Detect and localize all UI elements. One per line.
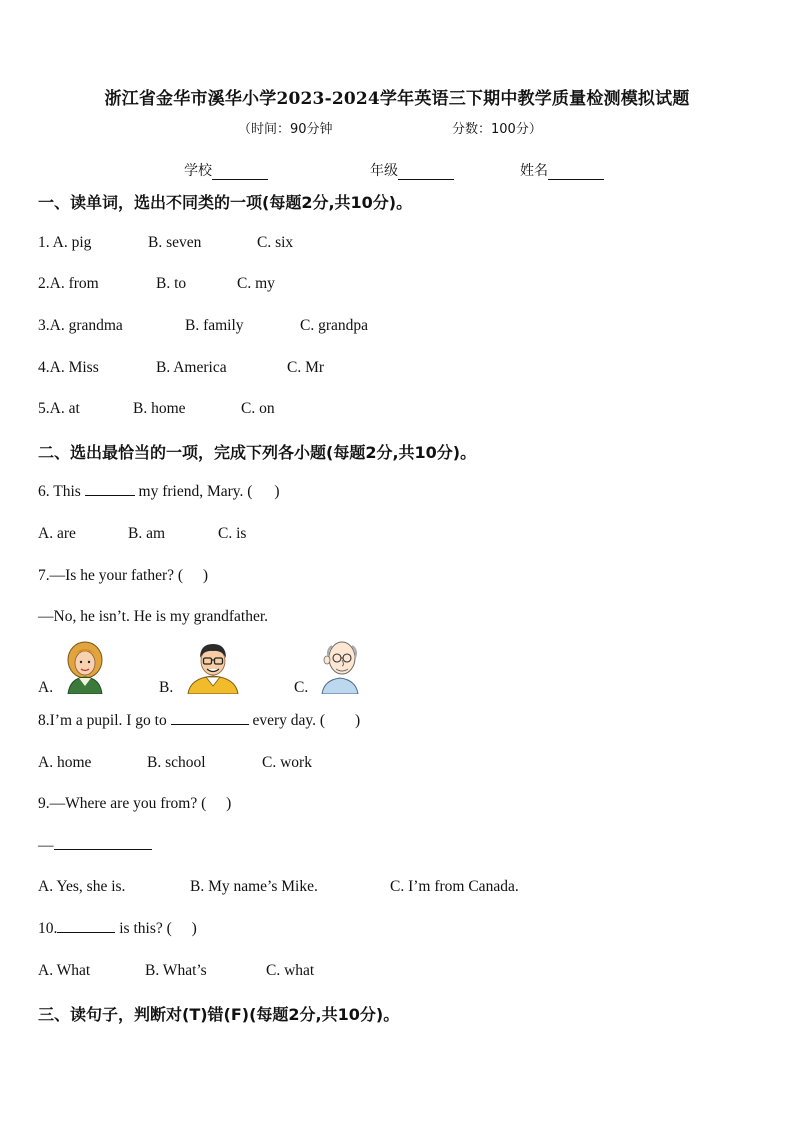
- q8-text-pre: 8.I’m a pupil. I go to: [38, 712, 167, 729]
- q9-option-c: C. I’m from Canada.: [390, 878, 519, 895]
- q6-text-pre: 6. This: [38, 483, 81, 500]
- q9-dash: —: [38, 837, 54, 854]
- q8-option-a: A. home: [38, 754, 92, 771]
- q5-option-b: B. home: [133, 400, 186, 417]
- q6-close-paren: ): [274, 483, 280, 500]
- q7-option-c: C.: [294, 679, 309, 696]
- q2-option-c: C. my: [237, 275, 275, 292]
- school-label: 学校: [184, 163, 212, 179]
- question-10: [38, 920, 197, 938]
- question-6: [38, 483, 280, 501]
- question-7-reply: —No, he isn’t. He is my grandfather.: [38, 608, 269, 625]
- name-label: 姓名: [520, 163, 548, 179]
- question-9: [38, 795, 231, 813]
- q5-option-c: C. on: [241, 400, 275, 417]
- q8-text-post: every day. (: [252, 712, 326, 729]
- q2-option-b: B. to: [156, 275, 187, 292]
- school-blank[interactable]: [212, 165, 268, 180]
- q4-option-b: B. America: [156, 359, 227, 376]
- q10-option-a: A. What: [38, 962, 91, 979]
- q10-text-post: is this? (: [119, 920, 172, 937]
- grade-blank[interactable]: [398, 165, 454, 180]
- q1-option-c: C. six: [257, 234, 294, 251]
- q9-line1: 9.—Where are you from? (: [38, 795, 207, 812]
- q9-option-a: A. Yes, she is.: [38, 878, 126, 895]
- q6-option-a: A. are: [38, 525, 76, 542]
- section-2-heading: 二、选出最恰当的一项，完成下列各小题(每题2分,共10分)。: [38, 443, 477, 462]
- q9-close-paren: ): [226, 795, 232, 812]
- q10-close-paren: ): [191, 920, 197, 937]
- q7-option-b: B.: [159, 679, 174, 696]
- q8-option-b: B. school: [147, 754, 206, 771]
- grade-field: [370, 160, 454, 180]
- question-7: [38, 567, 208, 585]
- man-with-glasses-picture: [186, 640, 240, 694]
- q6-option-b: B. am: [128, 525, 166, 542]
- page-title: 浙江省金华市溪华小学2023-2024学年英语三下期中教学质量检测模拟试题: [104, 89, 690, 109]
- exam-score: 分数：100分）: [452, 122, 542, 137]
- name-blank[interactable]: [548, 165, 604, 180]
- q8-option-c: C. work: [262, 754, 312, 771]
- q4-option-a: 4.A. Miss: [38, 359, 99, 376]
- exam-time: （时间：90分钟: [238, 122, 333, 137]
- section-1-heading: 一、读单词，选出不同类的一项(每题2分,共10分)。: [38, 193, 413, 212]
- q10-option-b: B. What’s: [145, 962, 207, 979]
- q3-option-c: C. grandpa: [300, 317, 369, 334]
- q3-option-a: 3.A. grandma: [38, 317, 123, 334]
- q6-option-c: C. is: [218, 525, 247, 542]
- q9-option-b: B. My name’s Mike.: [190, 878, 318, 895]
- q5-option-a: 5.A. at: [38, 400, 80, 417]
- q10-text-pre: 10.: [38, 920, 58, 937]
- q6-text-post: my friend, Mary. (: [138, 483, 253, 500]
- q8-blank[interactable]: [171, 712, 249, 725]
- q6-blank[interactable]: [85, 483, 135, 496]
- q4-option-c: C. Mr: [287, 359, 325, 376]
- q7-line1: 7.—Is he your father? (: [38, 567, 184, 584]
- q7-close-paren: ): [202, 567, 209, 584]
- q3-option-b: B. family: [185, 317, 244, 334]
- woman-picture: [62, 640, 108, 694]
- q10-option-c: C. what: [266, 962, 315, 979]
- q1-option-b: B. seven: [148, 234, 202, 251]
- grandfather-picture: [318, 638, 362, 694]
- q9-blank[interactable]: [54, 837, 152, 850]
- question-9-reply: [38, 837, 152, 855]
- q10-blank[interactable]: [57, 920, 115, 933]
- q8-close-paren: ): [354, 712, 361, 729]
- section-3-heading: 三、读句子，判断对(T)错(F)(每题2分,共10分)。: [38, 1005, 400, 1024]
- school-field: [184, 160, 268, 180]
- q1-option-a: 1. A. pig: [38, 234, 92, 251]
- grade-label: 年级: [370, 163, 398, 179]
- q7-option-a: A.: [38, 679, 54, 696]
- q2-option-a: 2.A. from: [38, 275, 99, 292]
- question-8: [38, 712, 360, 730]
- name-field: [520, 160, 604, 180]
